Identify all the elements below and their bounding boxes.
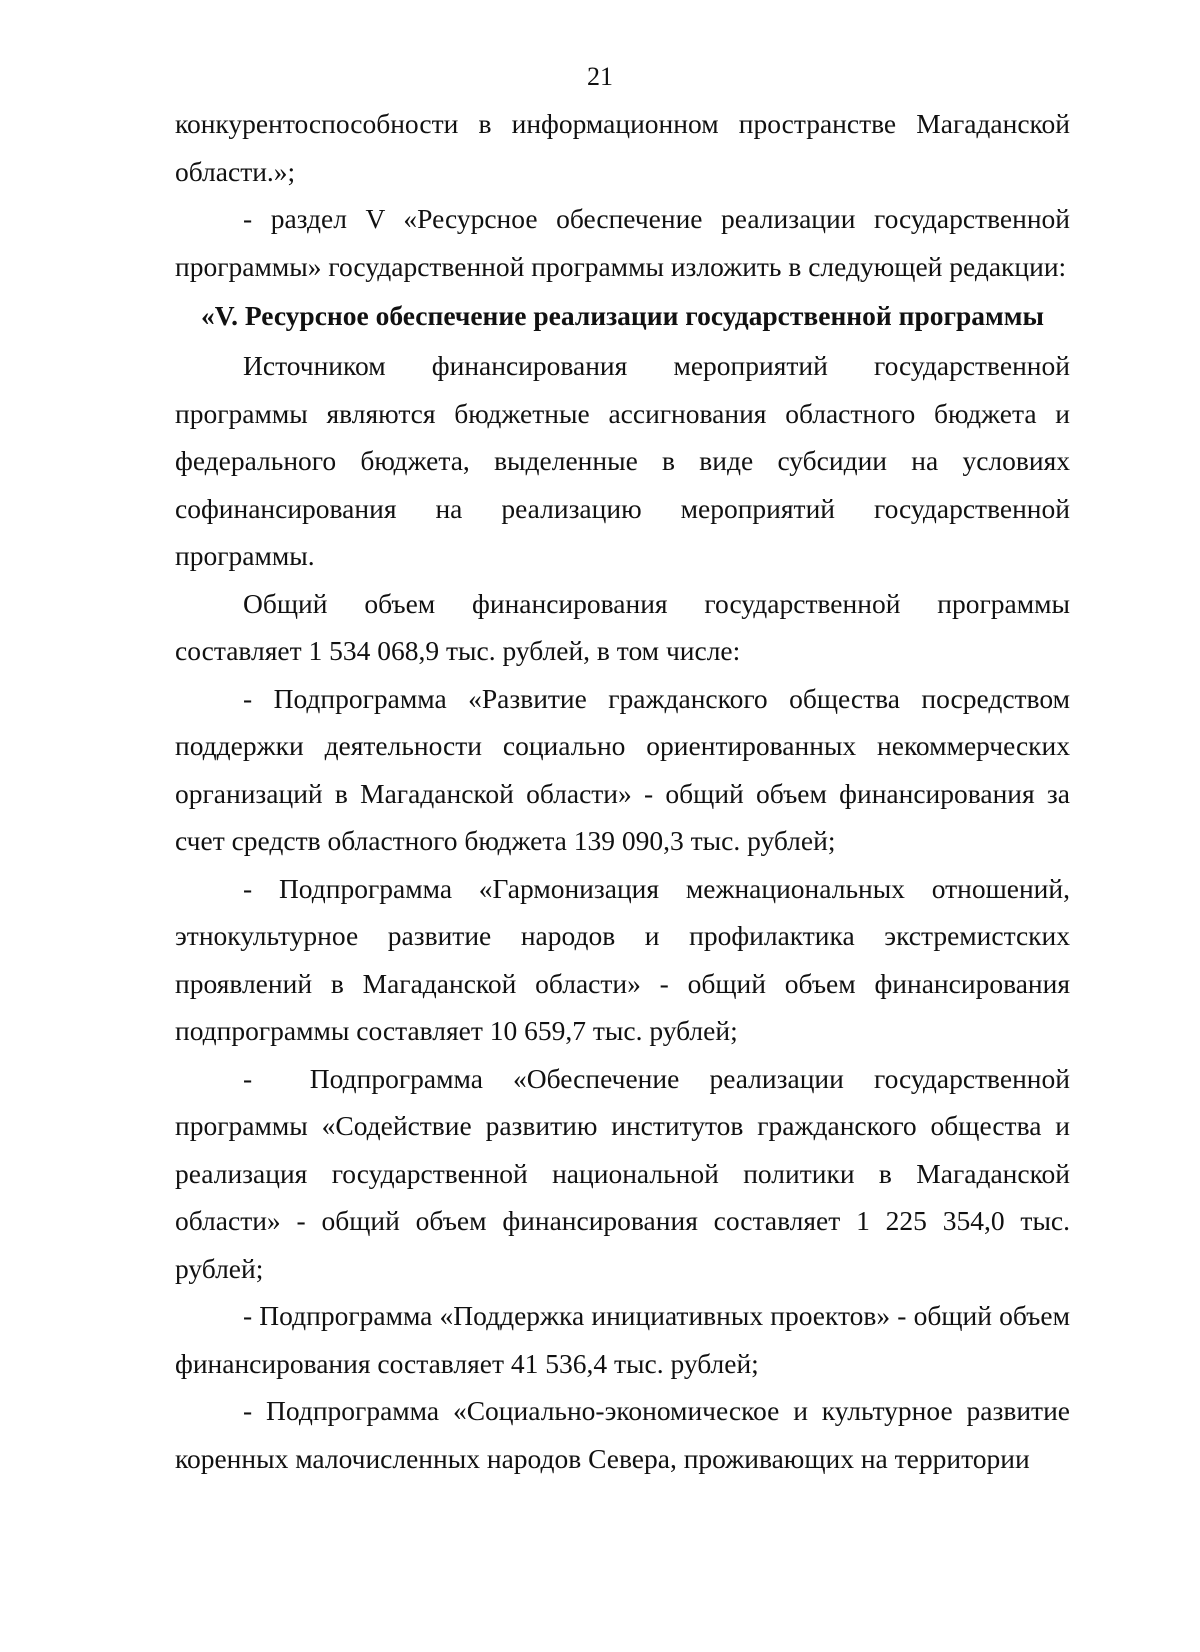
paragraph-continuation: конкурентоспособности в информационном пространстве Магаданской области.»; bbox=[175, 108, 1070, 187]
paragraph-section-change: - раздел V «Ресурсное обеспечение реализации государственной программы» государственной программы изложить в следующей редакции: bbox=[175, 203, 1070, 282]
paragraph-total-funding: Общий объем финансирования государственной программы составляет 1 534 068,9 тыс. рублей, в том числе: bbox=[175, 587, 1070, 666]
paragraph-funding-sources: Источником финансирования мероприятий государственной программы являются бюджетные ассигнования областного бюджета и федерального бюджета, выделенные в виде субсидии на условиях софинансирования на реализацию мероприятий государственной программы. bbox=[175, 350, 1070, 571]
document-body bbox=[175, 100, 1070, 1482]
paragraph-subprogram-initiatives: - Подпрограмма «Поддержка инициативных проектов» - общий объем финансирования составляет 41 536,4 тыс. рублей; bbox=[175, 1300, 1070, 1379]
paragraph-subprogram-indigenous: - Подпрограмма «Социально-экономическое и культурное развитие коренных малочисленных народов Севера, проживающих на территории bbox=[175, 1395, 1070, 1474]
section-heading: «V. Ресурсное обеспечение реализации государственной программы bbox=[201, 300, 1044, 331]
paragraph-subprogram-civil-society: - Подпрограмма «Развитие гражданского общества посредством поддержки деятельности социально ориентированных некоммерческих организаций в Магаданской области» - общий объем финансирования за счет средств областного бюджета 139 090,3 тыс. рублей; bbox=[175, 682, 1070, 856]
paragraph-subprogram-implementation: - Подпрограмма «Обеспечение реализации государственной программы «Содействие развитию институтов гражданского общества и реализация государственной национальной политики в Магаданской области» - общий объем финансирования составляет 1 225 354,0 тыс. рублей; bbox=[175, 1062, 1070, 1284]
page-number: 21 bbox=[587, 62, 613, 91]
paragraph-subprogram-harmonization: - Подпрограмма «Гармонизация межнациональных отношений, этнокультурное развитие народов и профилактика экстремистских проявлений в Магаданской области» - общий объем финансирования подпрограммы составляет 10 659,7 тыс. рублей; bbox=[175, 872, 1070, 1046]
